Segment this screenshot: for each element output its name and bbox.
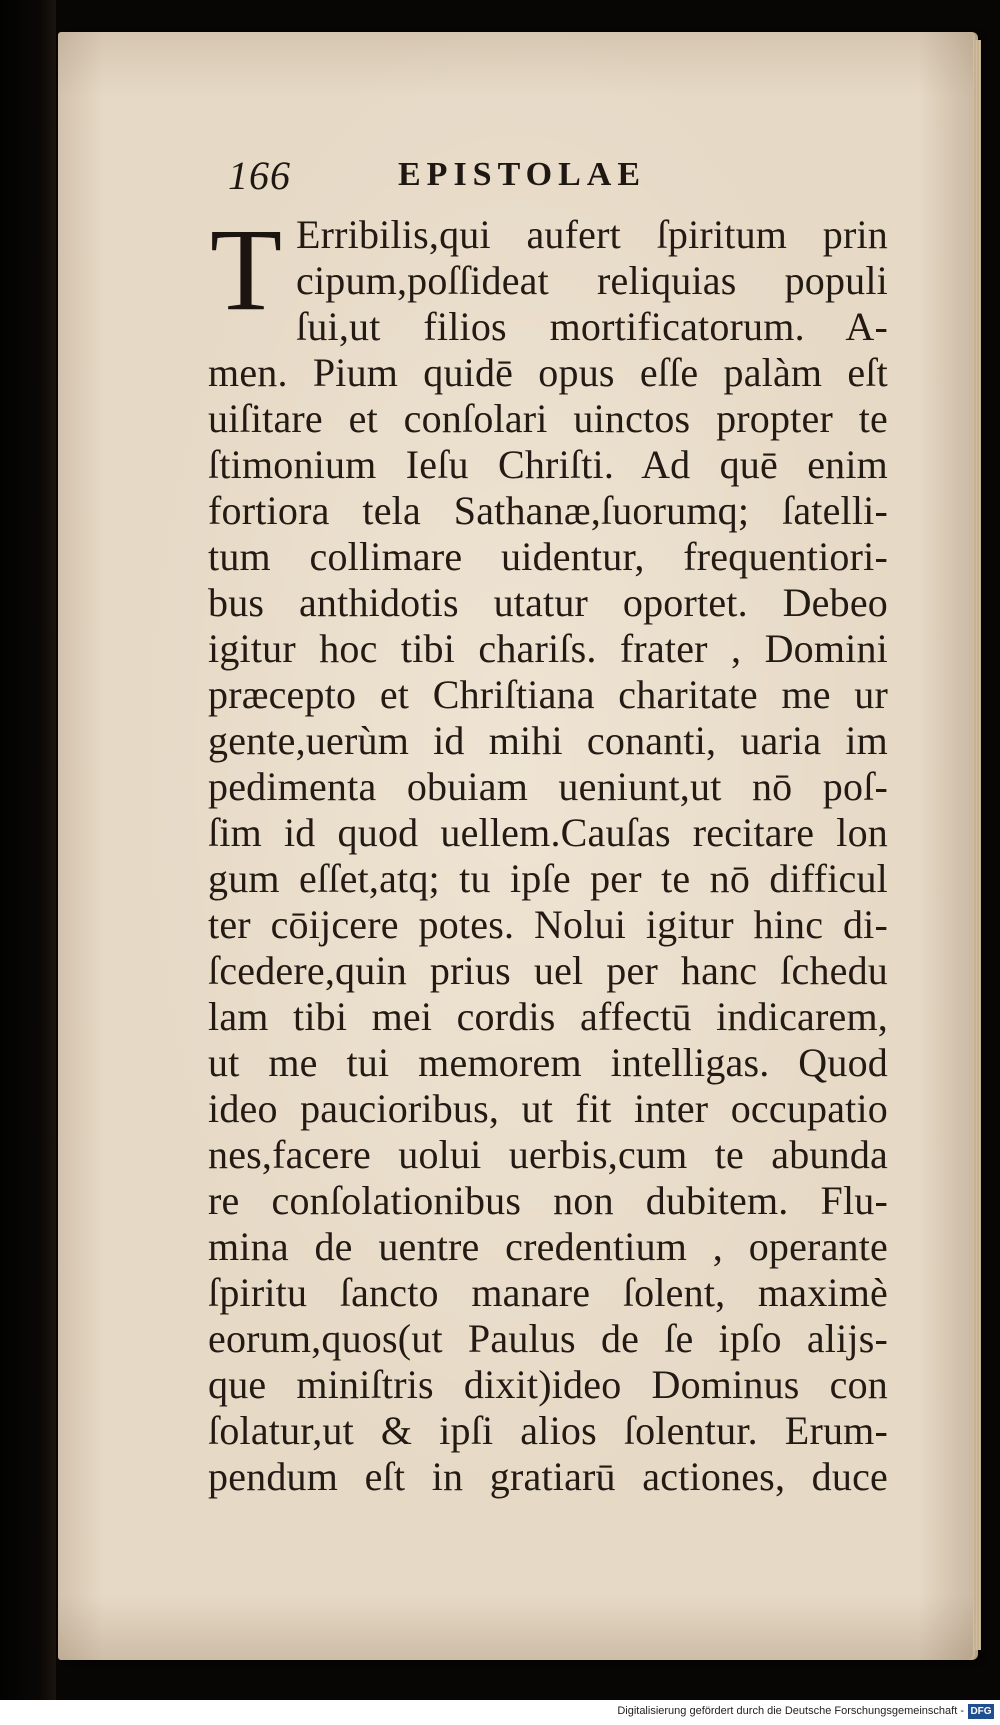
text-line: que miniſtris dixit)ideo Dominus con (208, 1362, 888, 1407)
dfg-logo: DFG (968, 1704, 994, 1719)
text-line: mina de uentre credentium , operante (208, 1224, 888, 1269)
text-line: bus anthidotis utatur oportet. Debeo (208, 580, 888, 625)
text-line: cipum,poſſideat reliquias populi (296, 258, 888, 303)
book-spine (0, 0, 56, 1700)
text-line: igitur hoc tibi chariſs. frater , Domini (208, 626, 888, 671)
page-fore-edge (973, 40, 981, 1650)
running-head: EPISTOLAE (398, 156, 647, 193)
text-line: ſpiritu ſancto manare ſolent, maximè (208, 1270, 888, 1315)
text-line: ideo paucioribus, ut fit inter occupatio (208, 1086, 888, 1131)
text-line: gum eſſet,atq; tu ipſe per te nō difficul (208, 856, 888, 901)
book-page (58, 32, 973, 1660)
text-line: re conſolationibus non dubitem. Flu- (208, 1178, 888, 1223)
text-line: ſolatur,ut & ipſi alios ſolentur. Erum- (208, 1408, 888, 1453)
text-line: ſui,ut filios mortificatorum. A- (296, 304, 888, 349)
text-line: ſcedere,quin prius uel per hanc ſchedu (208, 948, 888, 993)
page-number: 166 (228, 153, 291, 198)
text-line: tum collimare uidentur, frequentiori- (208, 534, 888, 579)
text-line: ut me tui memorem intelligas. Quod (208, 1040, 888, 1085)
text-line: Erribilis,qui aufert ſpiritum prin (296, 212, 888, 257)
text-line: gente,uerùm id mihi conanti, uaria im (208, 718, 888, 763)
funding-credit: Digitalisierung gefördert durch die Deutsche Forschungsgemeinschaft - (617, 1705, 964, 1717)
text-line: uiſitare et conſolari uinctos propter te (208, 396, 888, 441)
text-line: fortiora tela Sathanæ,ſuorumq; ſatelli- (208, 488, 888, 533)
drop-cap: T (210, 204, 283, 335)
text-line: ſim id quod uellem.Cauſas recitare lon (208, 810, 888, 855)
digitization-footer (0, 1700, 1000, 1725)
text-line: ſtimonium Ieſu Chriſti. Ad quē enim (208, 442, 888, 487)
text-line: nes,facere uolui uerbis,cum te abunda (208, 1132, 888, 1177)
text-line: præcepto et Chriſtiana charitate me ur (208, 672, 888, 717)
text-line: pedimenta obuiam ueniunt,ut nō poſ- (208, 764, 888, 809)
text-line: men. Pium quidē opus eſſe palàm eſt (208, 350, 888, 395)
text-line: ter cōijcere potes. Nolui igitur hinc di- (208, 902, 888, 947)
text-block (208, 204, 888, 1500)
text-line: pendum eſt in gratiarū actiones, duce (208, 1454, 888, 1499)
text-line: lam tibi mei cordis affectū indicarem, (208, 994, 888, 1039)
text-line: eorum,quos(ut Paulus de ſe ipſo alijs- (208, 1316, 888, 1361)
